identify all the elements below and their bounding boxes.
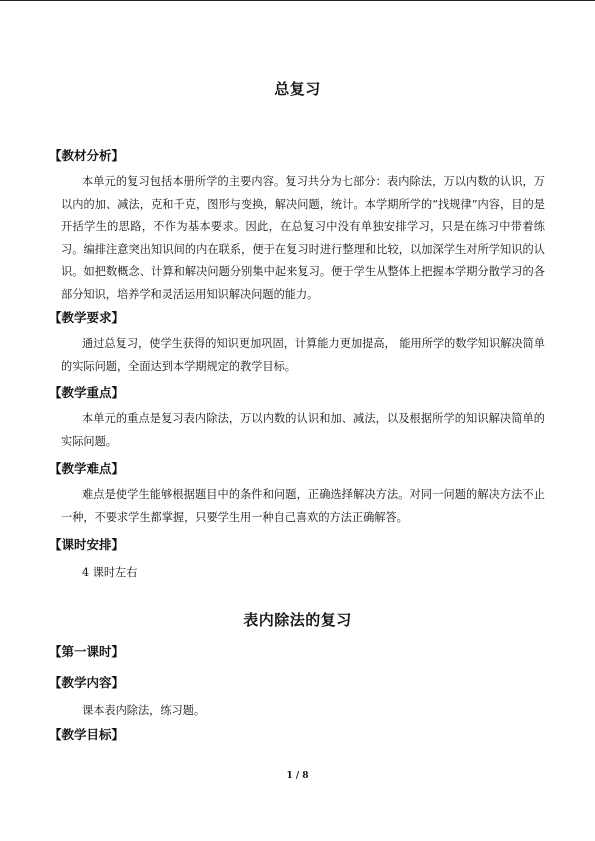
section-heading-teaching-difficulty: 【教学难点】 <box>49 461 125 476</box>
section-heading-teaching-focus: 【教学重点】 <box>49 385 125 400</box>
document-title: 总复习 <box>274 80 321 98</box>
subsection-body-teaching-content: 课本表内除法，练习题。 <box>82 704 206 717</box>
section-body-teaching-requirements: 通过总复习，使学生获得的知识更加巩固，计算能力更加提高， 能用所学的数学知识解决简单的实际问题，全面达到本学期规定的教学目标。 <box>61 337 545 373</box>
section-body-lesson-schedule: 4 课时左右 <box>82 566 138 579</box>
page-top-rule <box>0 0 595 1</box>
section-body-teaching-focus: 本单元的重点是复习表内除法，万以内数的认识和加、减法，以及根据所学的知识解决简单的实际问题。 <box>61 412 545 448</box>
section-body-teaching-difficulty: 难点是使学生能够根据题目中的条件和问题，正确选择解决方法。对同一问题的解决方法不止一种，不要求学生都掌握，只要学生用一种自己喜欢的方法正确解答。 <box>61 488 545 524</box>
section-heading-textbook-analysis: 【教材分析】 <box>49 148 125 163</box>
subsection-heading-teaching-content: 【教学内容】 <box>49 675 125 690</box>
section-body-textbook-analysis: 本单元的复习包括本册所学的主要内容。复习共分为七部分：表内除法，万以内数的认识，万以内的加、减法，克和千克，图形与变换，解决问题，统计。本学期所学的“找规律”内容，目的是开括学生的思路，不作为基本要求。因此，在总复习中没有单独安排学习，只是在练习中带着练习。编排注意突出知识间的内在联系，便于在复习时进行整理和比较，以加深学生对所学知识的认识。如把数概念、计算和解决问题分别集中起来复习。便于学生从整体上把握本学期分散学习的各部分知识，培养学和灵活运用知识解决问题的能力。 <box>61 175 545 301</box>
subsection-heading-first-lesson: 【第一课时】 <box>49 644 125 659</box>
page-number: 1 / 8 <box>286 771 309 781</box>
section-heading-lesson-schedule: 【课时安排】 <box>49 537 125 552</box>
subsection-heading-teaching-objectives: 【教学目标】 <box>49 727 125 742</box>
section-subtitle: 表内除法的复习 <box>243 611 352 629</box>
section-heading-teaching-requirements: 【教学要求】 <box>49 310 125 325</box>
